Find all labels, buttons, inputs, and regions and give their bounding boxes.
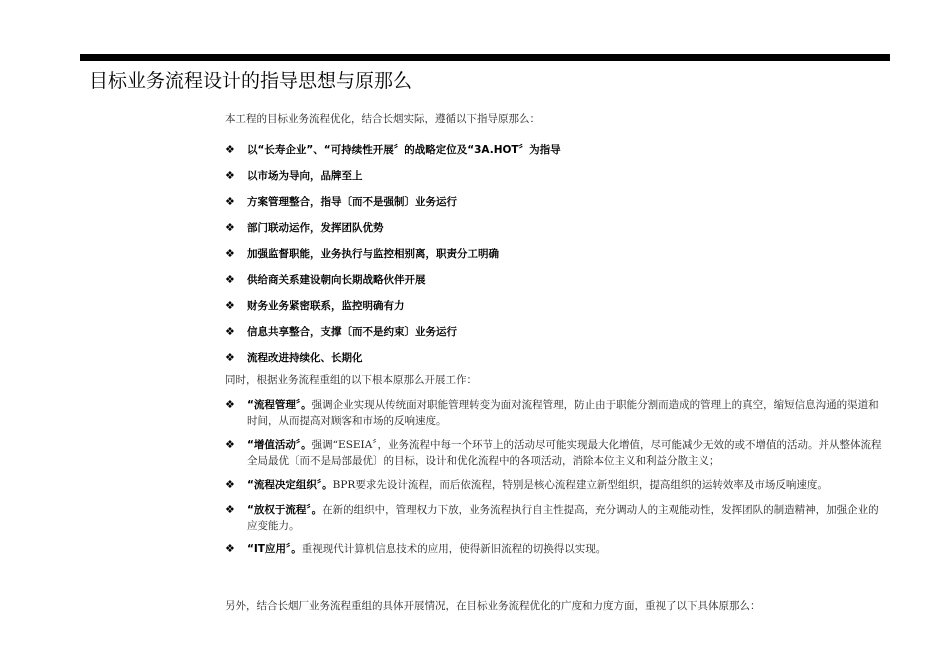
diamond-bullet-icon: ❖ xyxy=(225,246,235,260)
bpr-principle-item xyxy=(225,541,887,557)
diamond-bullet-icon: ❖ xyxy=(225,298,235,312)
bpr-principle-term: “IT应用〞。 xyxy=(247,543,302,555)
meanwhile-paragraph: 同时，根据业务流程重组的以下根本原那么开展工作： xyxy=(225,374,477,386)
principle-text: 信息共享整合，支撑〔而不是约束〕业务运行 xyxy=(247,325,457,338)
principle-text: 财务业务紧密联系，监控明确有力 xyxy=(247,299,405,312)
diamond-bullet-icon: ❖ xyxy=(225,194,235,208)
principle-item xyxy=(225,214,885,240)
bpr-principle-item xyxy=(225,477,887,493)
principle-item xyxy=(225,266,885,292)
bpr-principle-body xyxy=(247,502,887,534)
diamond-bullet-icon: ❖ xyxy=(225,142,235,156)
diamond-bullet-icon: ❖ xyxy=(225,324,235,338)
page-title: 目标业务流程设计的指导思想与原那么 xyxy=(89,70,413,92)
principle-item xyxy=(225,344,885,370)
bpr-principle-body xyxy=(247,397,887,429)
bpr-principle-term: “流程决定组织〞。 xyxy=(247,479,333,491)
bpr-principle-item xyxy=(225,437,887,469)
diamond-bullet-icon: ❖ xyxy=(225,220,235,234)
principle-item xyxy=(225,318,885,344)
intro-paragraph: 本工程的目标业务流程优化，结合长烟实际，遵循以下指导原那么： xyxy=(225,113,540,125)
bpr-principle-text: 强调“ESEIA〞，业务流程中每一个环节上的活动尽可能实现最大化增值，尽可能减少无效的或不增值的活动。并从整体流程全局最优〔而不是局部最优〕的目标，设计和优化流程中的各项活动，消除本位主义和利益分散主义； xyxy=(247,439,882,467)
bpr-principles-list xyxy=(225,397,887,557)
principle-text: 供给商关系建设朝向长期战略伙伴开展 xyxy=(247,273,426,286)
bpr-principle-text: 重视现代计算机信息技术的应用，使得新旧流程的切换得以实现。 xyxy=(301,543,607,555)
principle-item xyxy=(225,188,885,214)
bpr-principle-body xyxy=(247,477,887,493)
principle-text: 流程改进持续化、长期化 xyxy=(247,351,363,364)
bpr-principle-body xyxy=(247,437,887,469)
principle-item xyxy=(225,292,885,318)
bpr-principle-text: 在新的组织中，管理权力下放，业务流程执行自主性提高，充分调动人的主观能动性，发挥团队的制造精神，加强企业的应变能力。 xyxy=(247,504,879,532)
principle-text: 部门联动运作，发挥团队优势 xyxy=(247,221,384,234)
bpr-principle-text: 强调企业实现从传统面对职能管理转变为面对流程管理，防止由于职能分割而造成的管理上的真空，缩短信息沟通的渠道和时间，从而提高对顾客和市场的反响速度。 xyxy=(247,399,879,427)
bpr-principle-body xyxy=(247,541,887,557)
diamond-bullet-icon: ❖ xyxy=(225,478,235,491)
principle-item xyxy=(225,162,885,188)
principle-text: 加强监督职能，业务执行与监控相别离，职责分工明确 xyxy=(247,247,499,260)
principles-list xyxy=(225,136,885,370)
closing-paragraph: 另外，结合长烟厂业务流程重组的具体开展情况，在目标业务流程优化的广度和力度方面，重视了以下具体原那么： xyxy=(225,600,761,612)
diamond-bullet-icon: ❖ xyxy=(225,350,235,364)
diamond-bullet-icon: ❖ xyxy=(225,272,235,286)
diamond-bullet-icon: ❖ xyxy=(225,503,235,516)
diamond-bullet-icon: ❖ xyxy=(225,542,235,555)
diamond-bullet-icon: ❖ xyxy=(225,438,235,451)
diamond-bullet-icon: ❖ xyxy=(225,398,235,411)
top-rule xyxy=(80,54,890,61)
principle-text: 以“长寿企业”、“可持续性开展〞的战略定位及“3A.HOT〞为指导 xyxy=(247,143,561,156)
bpr-principle-text: BPR要求先设计流程，而后依流程，特别是核心流程建立新型组织，提高组织的运转效率及市场反响速度。 xyxy=(332,479,828,491)
principle-item xyxy=(225,240,885,266)
principle-item xyxy=(225,136,885,162)
principle-text: 以市场为导向，品牌至上 xyxy=(247,169,363,182)
bpr-principle-term: “流程管理〞。 xyxy=(247,399,312,411)
diamond-bullet-icon: ❖ xyxy=(225,168,235,182)
bpr-principle-term: “增值活动〞。 xyxy=(247,439,312,451)
bpr-principle-term: “放权于流程〞。 xyxy=(247,504,323,516)
bpr-principle-item xyxy=(225,397,887,429)
principle-text: 方案管理整合，指导〔而不是强制〕业务运行 xyxy=(247,195,457,208)
bpr-principle-item xyxy=(225,502,887,534)
